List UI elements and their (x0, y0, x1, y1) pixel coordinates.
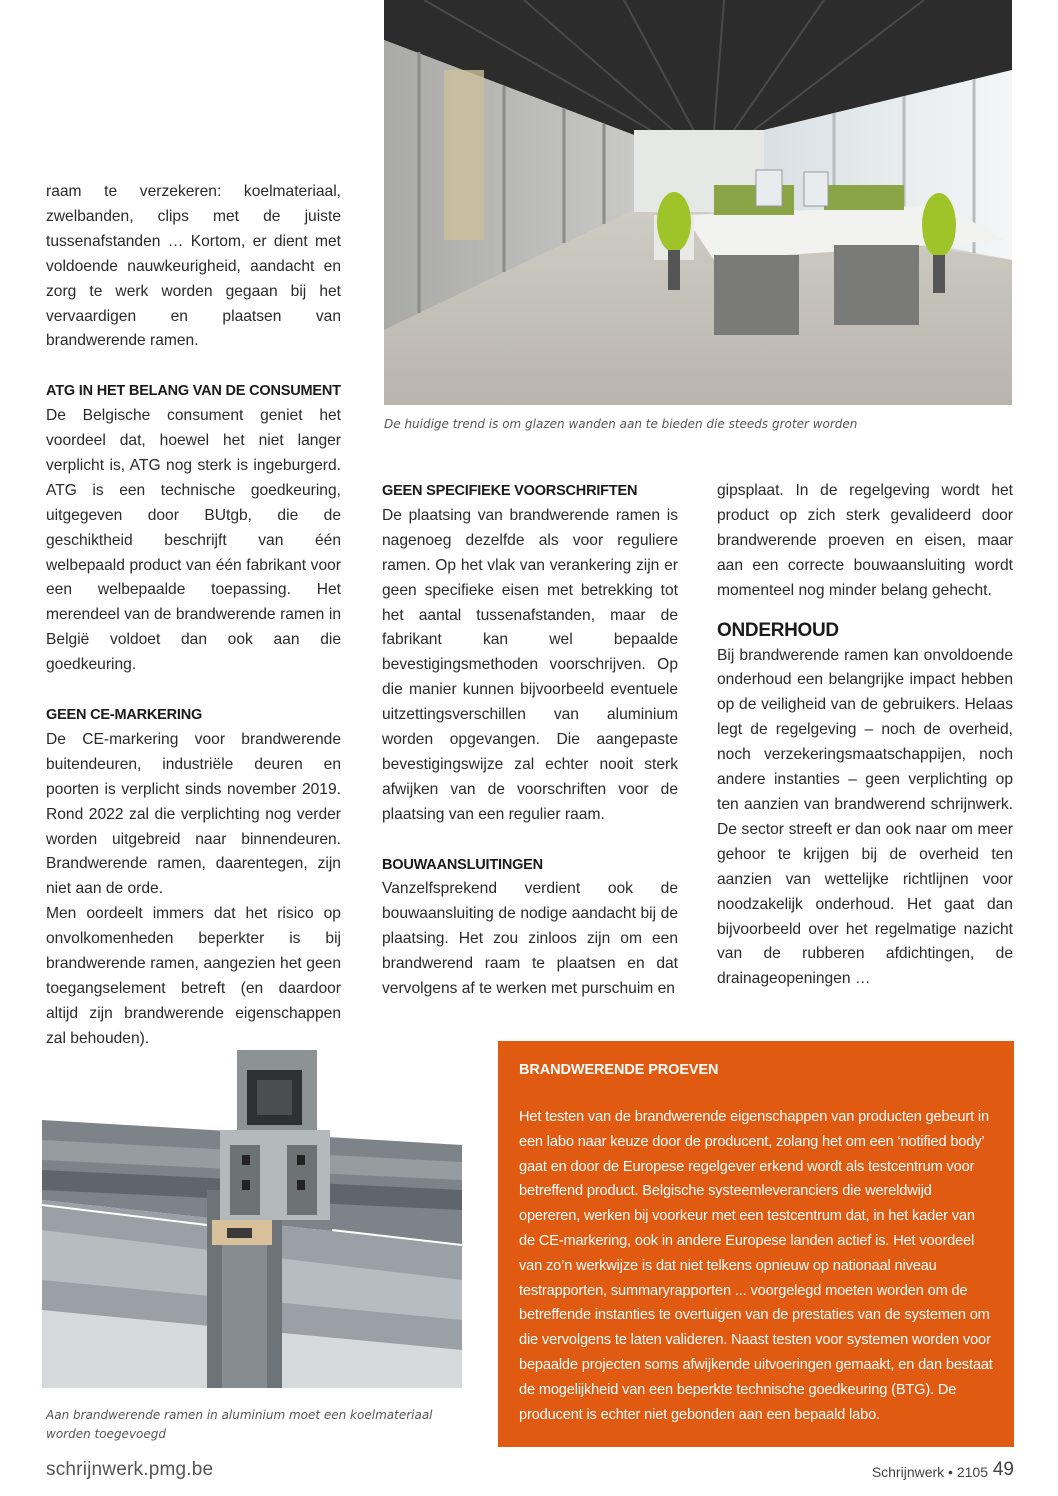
article-column-2 (382, 479, 678, 1002)
intro-paragraph: raam te verzekeren: koelmateriaal, zwelbanden, clips met de juiste tussenafstanden … Kortom, er dient met voldoende nauwkeurigheid, aandacht en zorg te werk worden gegaan bij het vervaardigen en plaatsen van brandwerende ramen. (46, 183, 341, 350)
footer-publication: Schrijnwerk • 2105 (871, 1464, 988, 1480)
aluminium-profile-illustration (42, 1050, 462, 1388)
no-specific-rules-paragraph: De plaatsing van brandwerende ramen is nagenoeg dezelfde als voor reguliere ramen. Op het vlak van verankering zijn er geen specifieke eisen met betrekking tot het aantal tussenafstanden, maar de fabrikant kan wel bepaalde bevestigingsmethoden voorschrijven. Op die manier kunnen bijvoorbeeld eventuele uitzettingsverschillen van aluminium worden opgevangen. Die aangepaste bevestigingswijze zal echter nooit sterk afwijken van de voorschriften voor de plaatsing van een regulier raam. (382, 506, 678, 823)
fire-tests-paragraph: Het testen van de brandwerende eigenschappen van producten gebeurt in een labo naar keuze door de producent, zolang het om een ‘notified body’ gaat en door de Europese regelgever erkend wordt als testcentrum voor betreffend product. Belgische systeemleveranciers die wereldwijd opereren, werken bij voorkeur met een testcentrum dat, in het kader van de CE-markering, ook in andere Europese landen actief is. Het voordeel van zo’n werkwijze is dat niet telkens opnieuw op nationaal niveau testrapporten, summaryrapporten ... voorgelegd moeten worden om de betreffende instanties te overtuigen van de prestaties van de systemen om die vervolgens te laten valideren. Naast testen voor systemen worden voor bepaalde projecten soms afwijkende uitvoeringen gemaakt, en dan bestaat de mogelijkheid van een beperkte technische goedkeuring (BTG). De producent is echter niet gebonden aan een bepaald labo. (519, 1109, 993, 1423)
ce-heading: GEEN CE-MARKERING (46, 707, 203, 723)
ce-paragraph-2: Men oordeelt immers dat het risico op onvolkomenheden beperkter is bij brandwerende ramen, aangezien het geen toegangselement betreft (en daardoor altijd zijn brandwerende eigenschappen zal behouden). (46, 905, 341, 1047)
footer-url[interactable]: schrijnwerk.pmg.be (46, 1459, 214, 1480)
article-column-3 (717, 479, 1013, 992)
fire-tests-box (498, 1041, 1014, 1447)
photo-caption: De huidige trend is om glazen wanden aan te bieden die steeds groter worden (384, 417, 858, 431)
atg-heading: ATG IN HET BELANG VAN DE CONSUMENT (46, 383, 341, 400)
article-column-1 (46, 180, 341, 1052)
fire-tests-heading: BRANDWERENDE PROEVEN (519, 1062, 719, 1078)
page-number: 49 (992, 1459, 1014, 1480)
no-specific-rules-heading: GEEN SPECIFIEKE VOORSCHRIFTEN (382, 483, 638, 499)
ce-paragraph: De CE-markering voor brandwerende buitendeuren, industriële deuren en poorten is verplicht sinds november 2019. Rond 2022 zal die verplichting nog verder worden uitgebreid naar binnendeuren. Brandwerende ramen, daarentegen, zijn niet aan de orde. (46, 730, 341, 898)
maintenance-heading: ONDERHOUD (717, 619, 839, 641)
continuation-paragraph: gipsplaat. In de regelgeving wordt het product op zich sterk gevalideerd door brandwerende proeven en eisen, maar aan een correcte bouwaansluiting wordt momenteel nog minder belang gehecht. (717, 482, 1013, 599)
profile-caption: Aan brandwerende ramen in aluminium moet een koelmateriaal worden toegevoegd (46, 1408, 433, 1441)
building-connections-heading: BOUWAANSLUITINGEN (382, 856, 543, 873)
atg-paragraph: De Belgische consument geniet het voordeel dat, hoewel het niet langer verplicht is, ATG nog sterk is ingeburgerd. ATG is een technische goedkeuring, uitgegeven door BUtgb, die de geschiktheid beschrijft van één welbepaald product van één fabrikant voor een welbepaalde toepassing. Het merendeel van de brandwerende ramen in België voldoet dan ook aan die goedkeuring. (46, 407, 341, 674)
building-connections-paragraph: Vanzelfsprekend verdient ook de bouwaansluiting de nodige aandacht bij de plaatsing. Het zou zinloos zijn om een brandwerend raam te plaatsen en dat vervolgens af te werken met purschuim en (382, 880, 678, 998)
maintenance-paragraph: Bij brandwerende ramen kan onvoldoende onderhoud een belangrijke impact hebben op de veiligheid van de gebruikers. Helaas legt de regelgeving – noch de overheid, noch verzekeringsmaatschappijen, noch andere instanties – geen verplichting op ten aanzien van brandwerend schrijnwerk. De sector streeft er dan ook naar om meer gehoor te krijgen bij de overheid ten aanzien van wettelijke richtlijnen voor noodzakelijk onderhoud. Het gaat dan bijvoorbeeld over het regelmatige nazicht van de rubberen afdichtingen, de drainageopeningen … (717, 646, 1013, 988)
office-photo (384, 0, 1012, 405)
